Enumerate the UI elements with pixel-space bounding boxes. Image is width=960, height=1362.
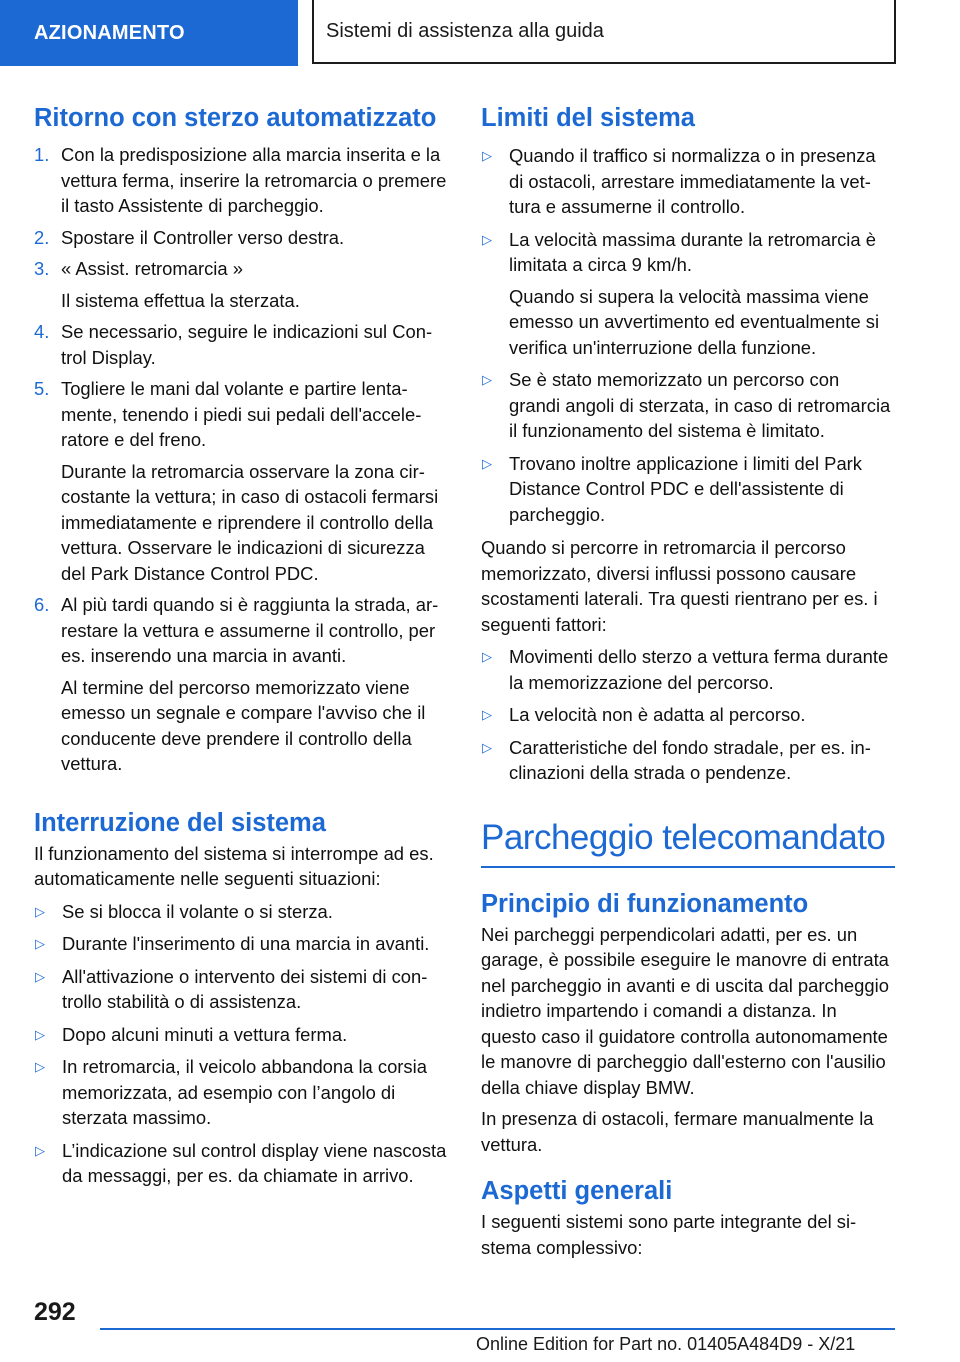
list-item-text: Dopo alcuni minuti a vettura ferma.	[62, 1023, 348, 1045]
triangle-bullet-icon: ▷	[35, 1059, 45, 1074]
step-body	[61, 319, 450, 370]
heading-principio: Principio di funzionamento	[481, 889, 809, 918]
page-number: 292	[34, 1298, 76, 1326]
interruzione-list	[34, 899, 450, 1189]
list-item-body	[509, 702, 895, 728]
list-item	[34, 899, 450, 925]
triangle-bullet-icon: ▷	[482, 231, 492, 247]
heading-limiti: Limiti del sistema	[481, 104, 695, 132]
step-number: 1.	[34, 144, 50, 165]
list-item-text: All'attivazione o intervento dei sistemi di controllo stabilità o di assistenza.	[62, 965, 428, 1012]
limiti-paragraph: Quando si percorre in retromarcia il percorso memorizzato, diversi influssi possono causare scostamenti laterali. Tra questi rientrano per es. i seguenti fattori:	[481, 537, 878, 635]
list-item-text: Se è stato memorizzato un percorso con grandi angoli di sterzata, in caso di retromarcia il funzionamento del sistema è limitato.	[509, 369, 891, 441]
triangle-bullet-icon: ▷	[482, 649, 492, 664]
step-note: Il sistema effettua la sterzata.	[61, 289, 300, 311]
section-tab	[0, 0, 298, 66]
triangle-bullet-icon: ▷	[482, 707, 492, 722]
chapter-title: Sistemi di assistenza alla guida	[326, 19, 604, 42]
list-item	[481, 735, 895, 786]
list-item	[481, 644, 895, 695]
list-item-body	[509, 227, 895, 361]
heading-parcheggio: Parcheggio telecomandato	[481, 816, 895, 868]
step-number: 4.	[34, 321, 50, 342]
step-body	[61, 256, 450, 313]
list-item-text: Movimenti dello sterzo a vettura ferma durante la memorizzazione del percorso.	[509, 646, 889, 693]
list-item-text: Quando il traffico si normalizza o in presenza di ostacoli, arrestare immediatamente la vettura e assumerne il controllo.	[509, 145, 876, 217]
list-item-text: La velocità massima durante la retromarcia è limitata a circa 9 km/h.	[509, 228, 876, 275]
fattori-list	[481, 644, 895, 786]
principio-paragraph-1: Nei parcheggi perpendicolari adatti, per es. un garage, è possibile eseguire le manovre di entrata nel parcheggio in avanti e di uscita dal parcheggio indietro impartendo i comandi a distanza. In questo caso il guidatore controlla autonomamente le manovre di parcheggio dall'esterno con l'ausilio della chiave display BMW.	[481, 923, 889, 1098]
step-item	[34, 592, 450, 777]
list-item	[34, 1054, 450, 1131]
step-body	[61, 592, 450, 777]
step-item	[34, 142, 450, 219]
step-text: Spostare il Controller verso destra.	[61, 226, 345, 248]
triangle-bullet-icon: ▷	[482, 455, 492, 471]
step-number: 5.	[34, 378, 50, 399]
step-item	[34, 225, 450, 251]
list-item-text: In retromarcia, il veicolo abbandona la corsia memorizzata, ad esempio con l’angolo di sterzata massimo.	[62, 1056, 427, 1128]
list-item-body	[509, 644, 895, 695]
list-item-body	[509, 143, 895, 220]
list-item	[34, 1022, 450, 1048]
triangle-bullet-icon: ▷	[35, 1026, 45, 1042]
triangle-bullet-icon: ▷	[35, 968, 45, 984]
triangle-bullet-icon: ▷	[482, 148, 492, 163]
step-text: Al più tardi quando si è raggiunta la strada, arrestare la vettura e assumerne il controllo, per es. inserendo una marcia in avanti.	[61, 594, 439, 666]
list-item	[34, 931, 450, 957]
heading-interruzione: Interruzione del sistema	[34, 808, 326, 837]
limiti-list	[481, 143, 895, 527]
chapter-header	[312, 0, 896, 64]
step-text: « Assist. retromarcia »	[61, 258, 243, 279]
list-item	[34, 964, 450, 1015]
steps-list	[34, 142, 450, 777]
edition-note: Online Edition for Part no. 01405A484D9 - X/21	[476, 1334, 856, 1354]
list-item	[481, 367, 895, 444]
list-item-text: L’indicazione sul control display viene nascosta da messaggi, per es. da chiamate in arrivo.	[62, 1139, 447, 1186]
list-item-text: La velocità non è adatta al percorso.	[509, 704, 806, 725]
list-item-text: Durante l'inserimento di una marcia in avanti.	[62, 933, 430, 954]
list-item-note: Quando si supera la velocità massima viene emesso un avvertimento ed eventualmente si verifica un'interruzione della funzione.	[509, 285, 880, 358]
step-text: Togliere le mani dal volante e partire lentamente, tenendo i piedi sui pedali dell'acceleratore e del freno.	[61, 378, 422, 450]
step-note: Al termine del percorso memorizzato viene emesso un segnale e compare l'avviso che il conducente deve prendere il controllo della vettura.	[61, 676, 426, 774]
list-item	[481, 227, 895, 361]
heading-aspetti: Aspetti generali	[481, 1177, 673, 1205]
list-item-body	[509, 367, 895, 444]
principio-paragraph-2: In presenza di ostacoli, fermare manualmente la vettura.	[481, 1108, 874, 1155]
list-item-text: Caratteristiche del fondo stradale, per es. inclinazioni della strada o pendenze.	[509, 736, 871, 783]
list-item-body	[62, 931, 450, 957]
list-item-body	[62, 899, 450, 925]
list-item-body	[62, 1054, 450, 1131]
list-item-body	[62, 964, 450, 1015]
aspetti-paragraph: I seguenti sistemi sono parte integrante del sistema complessivo:	[481, 1211, 857, 1258]
heading-ritorno: Ritorno con sterzo automatizzato	[34, 104, 437, 132]
list-item-text: Se si blocca il volante o si sterza.	[62, 900, 333, 922]
list-item	[481, 143, 895, 220]
step-number: 3.	[34, 258, 50, 279]
step-note: Durante la retromarcia osservare la zona circostante la vettura; in caso di ostacoli fermarsi immediatamente e riprendere il controllo della vettura. Osservare le indicazioni di sicurezza del Park Distance Control PDC.	[61, 460, 439, 584]
step-text: Con la predisposizione alla marcia inserita e la vettura ferma, inserire la retromarcia o premere il tasto Assistente di parcheggio.	[61, 144, 447, 216]
step-body	[61, 142, 450, 219]
step-text: Se necessario, seguire le indicazioni sul Control Display.	[61, 321, 433, 368]
footer-divider	[100, 1328, 895, 1330]
triangle-bullet-icon: ▷	[482, 372, 492, 387]
list-item-body	[509, 451, 895, 528]
step-item	[34, 376, 450, 586]
list-item-body	[62, 1022, 450, 1048]
step-body	[61, 376, 450, 586]
list-item-body	[509, 735, 895, 786]
interruzione-intro: Il funzionamento del sistema si interrompe ad es. automaticamente nelle seguenti situazioni:	[34, 842, 434, 889]
triangle-bullet-icon: ▷	[482, 739, 492, 755]
step-item	[34, 256, 450, 313]
right-column	[481, 100, 895, 1260]
list-item-body	[62, 1138, 450, 1189]
step-number: 2.	[34, 226, 50, 248]
step-body	[61, 225, 450, 251]
triangle-bullet-icon: ▷	[35, 903, 45, 919]
step-number: 6.	[34, 594, 50, 615]
list-item	[481, 451, 895, 528]
step-item	[34, 319, 450, 370]
triangle-bullet-icon: ▷	[35, 936, 45, 951]
section-label: AZIONAMENTO	[34, 21, 185, 44]
list-item-text: Trovano inoltre applicazione i limiti del Park Distance Control PDC e dell'assistente di parcheggio.	[509, 452, 862, 525]
triangle-bullet-icon: ▷	[35, 1142, 45, 1158]
list-item	[34, 1138, 450, 1189]
list-item	[481, 702, 895, 728]
left-column	[34, 100, 450, 1189]
